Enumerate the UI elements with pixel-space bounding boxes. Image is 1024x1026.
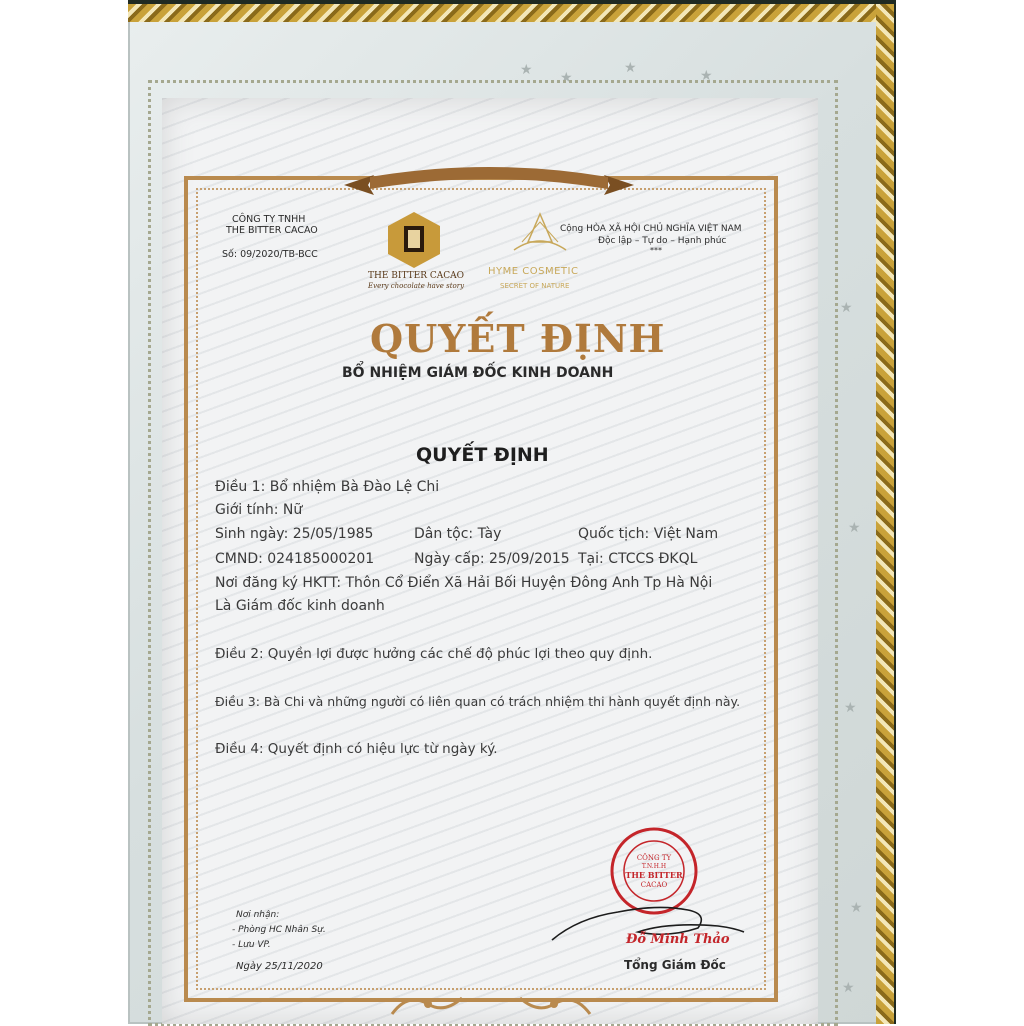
star-icon: ★ [700, 68, 713, 84]
star-icon: ★ [624, 60, 637, 76]
hyme-cosmetic-tagline: SECRET OF NATURE [500, 282, 570, 290]
section-title: QUYẾT ĐỊNH [416, 444, 549, 466]
signer-name: Đỗ Minh Thảo [626, 932, 730, 947]
nationality: Quốc tịch: Việt Nam [578, 526, 719, 542]
recipients-label: Nơi nhận: [236, 910, 280, 920]
article-4: Điều 4: Quyết định có hiệu lực từ ngày ký. [215, 741, 498, 757]
bitter-cacao-logo-icon [386, 210, 442, 270]
id-number: CMND: 024185000201 [215, 551, 375, 567]
date-of-birth: Sinh ngày: 25/05/1985 [215, 526, 374, 542]
recipients-line1: - Phòng HC Nhân Sự. [232, 925, 326, 935]
ribbon-icon [344, 163, 634, 203]
gender: Giới tính: Nữ [215, 502, 303, 518]
recipients-date: Ngày 25/11/2020 [236, 961, 323, 972]
hyme-cosmetic-name: HYME COSMETIC [488, 266, 579, 277]
company-line2: THE BITTER CACAO [226, 225, 318, 236]
star-icon: ★ [844, 700, 857, 716]
subtitle: BỔ NHIỆM GIÁM ĐỐC KINH DOANH [342, 365, 614, 381]
stamp-line3: THE BITTER [625, 870, 683, 880]
star-icon: ★ [848, 520, 861, 536]
hyme-cosmetic-logo-icon [508, 212, 572, 256]
address: Nơi đăng ký HKTT: Thôn Cổ Điển Xã Hải Bối Huyện Đông Anh Tp Hà Nội [215, 575, 713, 591]
article-1: Điều 1: Bổ nhiệm Bà Đào Lệ Chi [215, 479, 440, 495]
role: Là Giám đốc kinh doanh [215, 598, 385, 614]
nation-line3: *** [650, 246, 662, 255]
frame-gold-right [876, 4, 894, 1024]
ornament-right-icon [514, 988, 594, 1018]
star-icon: ★ [520, 62, 533, 78]
star-icon: ★ [560, 70, 573, 86]
article-3: Điều 3: Bà Chi và những người có liên quan có trách nhiệm thi hành quyết định này. [215, 694, 741, 709]
nation-line1: Cộng HÒA XÃ HỘI CHỦ NGHĨA VIỆT NAM [560, 224, 742, 234]
star-icon: ★ [842, 980, 855, 996]
frame-gold-top [128, 4, 894, 22]
stamp-line1: CÔNG TY [636, 854, 672, 862]
issue-place: Tại: CTCCS ĐKQL [578, 551, 698, 567]
document-number: Số: 09/2020/TB-BCC [222, 249, 318, 260]
star-icon: ★ [840, 300, 853, 316]
bitter-cacao-name: THE BITTER CACAO [368, 271, 464, 281]
signer-title: Tổng Giám Đốc [624, 958, 726, 972]
stamp-line4: CACAO [640, 881, 668, 889]
recipients-line2: - Lưu VP. [232, 940, 271, 950]
main-title: QUYẾT ĐỊNH [370, 316, 666, 361]
nation-line2: Độc lập – Tự do – Hạnh phúc [598, 236, 727, 246]
ornament-left-icon [388, 988, 468, 1018]
article-2: Điều 2: Quyền lợi được hưởng các chế độ phúc lợi theo quy định. [215, 646, 653, 662]
ethnicity: Dân tộc: Tày [414, 526, 502, 542]
stamp-line2: T.N.H.H [641, 863, 667, 870]
bitter-cacao-tagline: Every chocolate have story [368, 282, 465, 290]
issue-date: Ngày cấp: 25/09/2015 [414, 551, 570, 567]
company-line1: CÔNG TY TNHH [232, 214, 306, 225]
star-icon: ★ [850, 900, 863, 916]
